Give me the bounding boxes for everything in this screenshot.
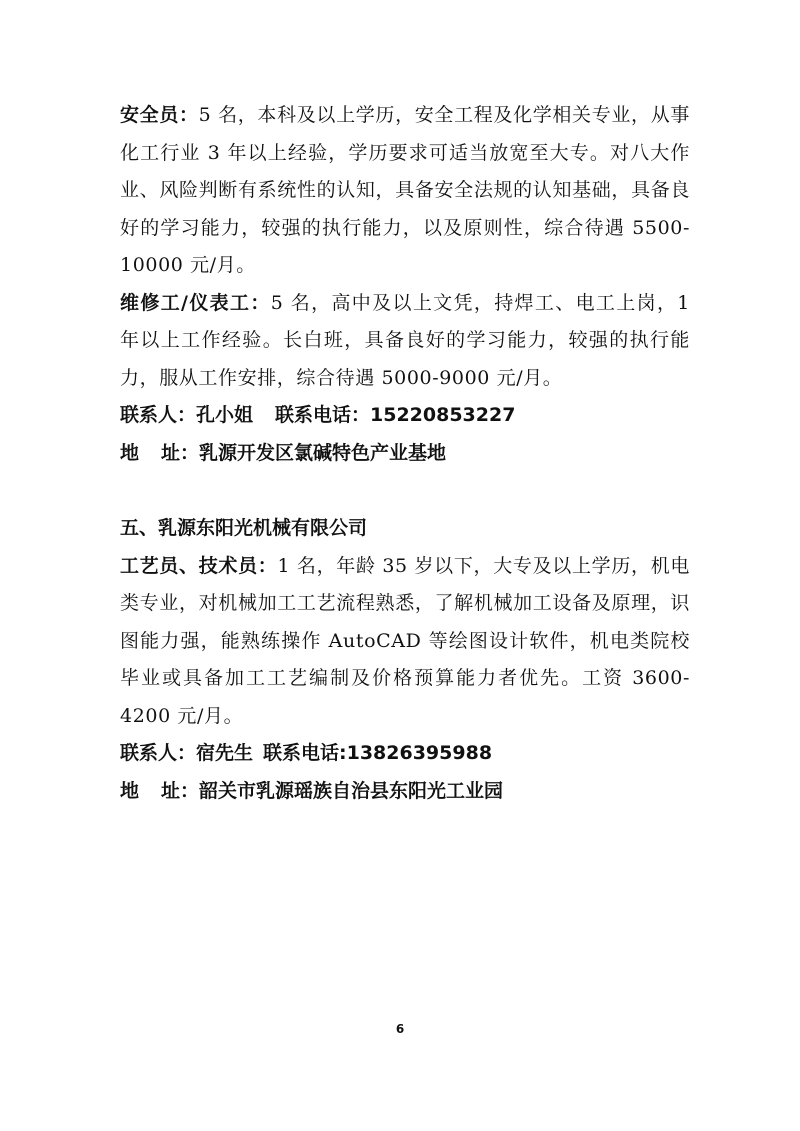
job-description: 1 名，年龄 35 岁以下，大专及以上学历，机电类专业，对机械加工工艺流程熟悉，了解机械加工设备及原理，识图能力强，能熟练操作 AutoCAD 等绘图设计软件，机电类院校毕业或具备加工工艺编制及价格预算能力者优先。工资 3600-4200 元/月。	[120, 554, 690, 727]
job-title: 工艺员、技术员：	[120, 554, 278, 577]
job-maintenance-worker	[120, 285, 690, 398]
address-label-first: 地	[120, 779, 140, 802]
address-label-first: 地	[120, 441, 140, 464]
address-value: 址：韶关市乳源瑶族自治县东阳光工业园	[161, 779, 504, 802]
contact-person: 联系人：孔小姐	[120, 404, 254, 426]
job-description: 5 名，本科及以上学历，安全工程及化学相关专业，从事化工行业 3 年以上经验，学历要求可适当放宽至大专。对八大作业、风险判断有系统性的认知，具备安全法规的认知基础，具备良好的学习能力，较强的执行能力，以及原则性，综合待遇 5500-10000 元/月。	[120, 104, 690, 276]
address-value: 址：乳源开发区氯碱特色产业基地	[161, 441, 447, 464]
address-line	[120, 773, 690, 811]
page-number: 6	[395, 1022, 405, 1036]
job-description: 5 名，高中及以上文凭，持焊工、电工上岗，1 年以上工作经验。长白班，具备良好的学习能力，较强的执行能力，服从工作安排，综合待遇 5000-9000 元/月。	[120, 291, 690, 389]
job-title: 安全员：	[120, 104, 199, 126]
contact-line	[120, 397, 690, 435]
address-line	[120, 435, 690, 473]
contact-line	[120, 735, 690, 773]
job-title: 维修工/仪表工：	[120, 291, 271, 314]
job-technician	[120, 548, 690, 736]
contact-person: 联系人：宿先生	[120, 742, 254, 764]
contact-phone: 联系电话:13826395988	[263, 742, 493, 764]
contact-phone: 联系电话：15220853227	[275, 404, 516, 426]
company-heading: 五、乳源东阳光机械有限公司	[120, 517, 368, 539]
job-safety-officer	[120, 97, 690, 285]
document-body	[120, 97, 690, 810]
